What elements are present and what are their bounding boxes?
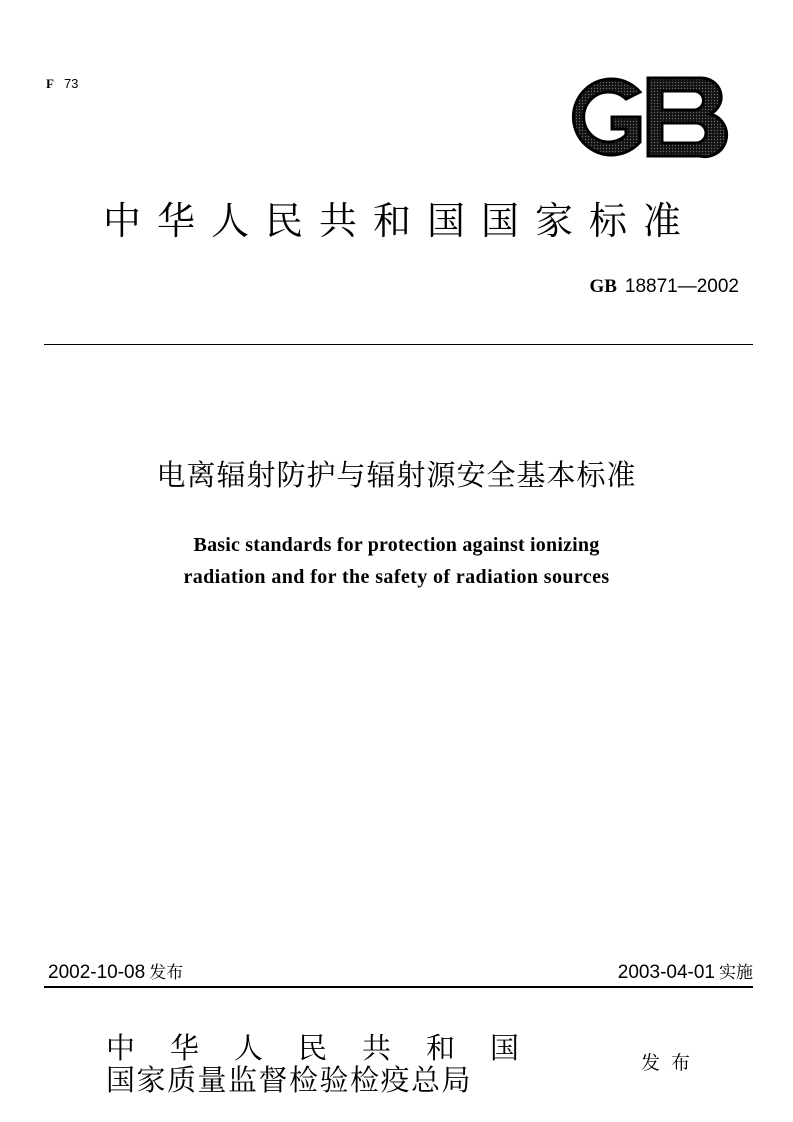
effective-date-block (618, 958, 753, 984)
document-title-english-line2: radiation and for the safety of radiation sources (183, 566, 610, 588)
issuer-line1: 中华人民共和国 (106, 1031, 555, 1065)
bottom-divider (44, 986, 753, 988)
standard-number (589, 276, 739, 298)
effective-date: 2003-04-01 (617, 962, 715, 983)
top-divider (44, 344, 753, 345)
national-standard-header: 中华人民共和国国家标准 (102, 199, 697, 243)
issue-date-block (48, 958, 183, 984)
document-title-chinese: 电离辐射防护与辐射源安全基本标准 (156, 458, 637, 492)
issuer-action: 发布 (641, 1052, 702, 1074)
gb-logo (560, 72, 730, 162)
document-title-english-line1: Basic standards for protection against ionizing (193, 534, 600, 556)
issue-date: 2002-10-08 (48, 962, 146, 983)
issue-label: 发布 (149, 963, 184, 983)
classification-number: 73 (63, 76, 79, 91)
effective-label: 实施 (719, 963, 753, 983)
classification-code (46, 76, 78, 92)
standard-prefix: GB (589, 276, 617, 297)
classification-letter: F (46, 76, 54, 91)
issuer-line2: 国家质量监督检验检疫总局 (106, 1063, 473, 1097)
gb-logo-graphic (560, 72, 730, 162)
standard-code: 18871—2002 (624, 276, 739, 297)
